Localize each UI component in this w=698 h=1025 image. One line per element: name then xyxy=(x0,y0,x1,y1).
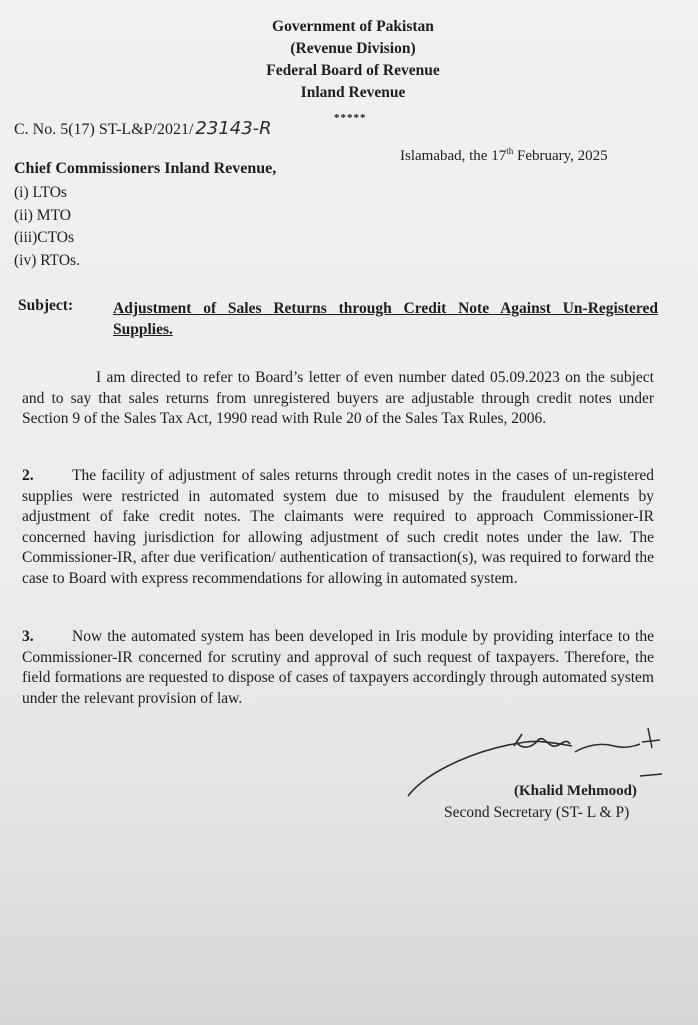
date-suffix: th xyxy=(506,146,514,156)
date-prefix: Islamabad, the 17 xyxy=(400,148,507,164)
signature-stroke xyxy=(642,728,660,748)
addressee-item: (ii) MTO xyxy=(14,206,71,224)
signature-stroke xyxy=(575,744,640,752)
addressee-item: (iv) RTOs. xyxy=(14,251,80,269)
subject-text: Adjustment of Sales Returns through Credit Note Against Un-Registered Supplies. xyxy=(113,300,658,338)
date-rest: February, 2025 xyxy=(513,148,608,164)
paragraph-number: 2. xyxy=(22,467,34,484)
paragraph-number: 3. xyxy=(22,628,34,645)
signature-stroke xyxy=(640,774,662,776)
subject-label: Subject: xyxy=(18,297,74,314)
paragraph-text: Now the automated system has been developed in Iris module by providing interface to the Commissioner-IR concerned for scrutiny and approval of such request of taxpayers. Therefore, the field formations are requested to dispose of cases of taxpayers accordingly through automated system under the relevant provision of law. xyxy=(22,628,654,707)
addressee-title: Chief Commissioners Inland Revenue, xyxy=(14,160,277,177)
addressee-item: (i) LTOs xyxy=(14,184,67,201)
letterhead-board: Federal Board of Revenue xyxy=(266,62,440,79)
reference-printed: C. No. 5(17) ST-L&P/2021/ xyxy=(14,121,194,138)
signatory-designation: Second Secretary (ST- L & P) xyxy=(444,804,630,821)
paragraph-text: The facility of adjustment of sales returns through credit notes in the cases of un-registered supplies were restricted in automated system due to misused by the fraudulent elements by adjustment of fake credit notes. The claimants were required to approach Commissioner-IR concerned having jurisdiction for allowing adjustment of such credit notes under the law. The Commissioner-IR, after due verification/ authentication of transaction(s), was required to forward the case to Board with express recommendations for allowing in automated system. xyxy=(22,467,654,587)
addressee-item: (iii)CTOs xyxy=(14,229,74,246)
letterhead-wing: Inland Revenue xyxy=(300,84,406,101)
signatory-name: (Khalid Mehmood) xyxy=(514,783,637,799)
letterhead-stars: ***** xyxy=(334,112,367,124)
letterhead-government: Government of Pakistan xyxy=(272,18,434,35)
reference-handwritten: 23143-R xyxy=(195,118,272,139)
signature-stroke xyxy=(514,734,570,747)
letterhead-division: (Revenue Division) xyxy=(290,40,416,57)
paragraph-1: I am directed to refer to Board’s letter of even number dated 05.09.2023 on the subject and to say that sales returns from unregistered buyers are adjustable through credit notes under Section 9 of the Sales Tax Act, 1990 read with Rule 20 of the Sales Tax Rules, 2006. xyxy=(22,369,654,427)
